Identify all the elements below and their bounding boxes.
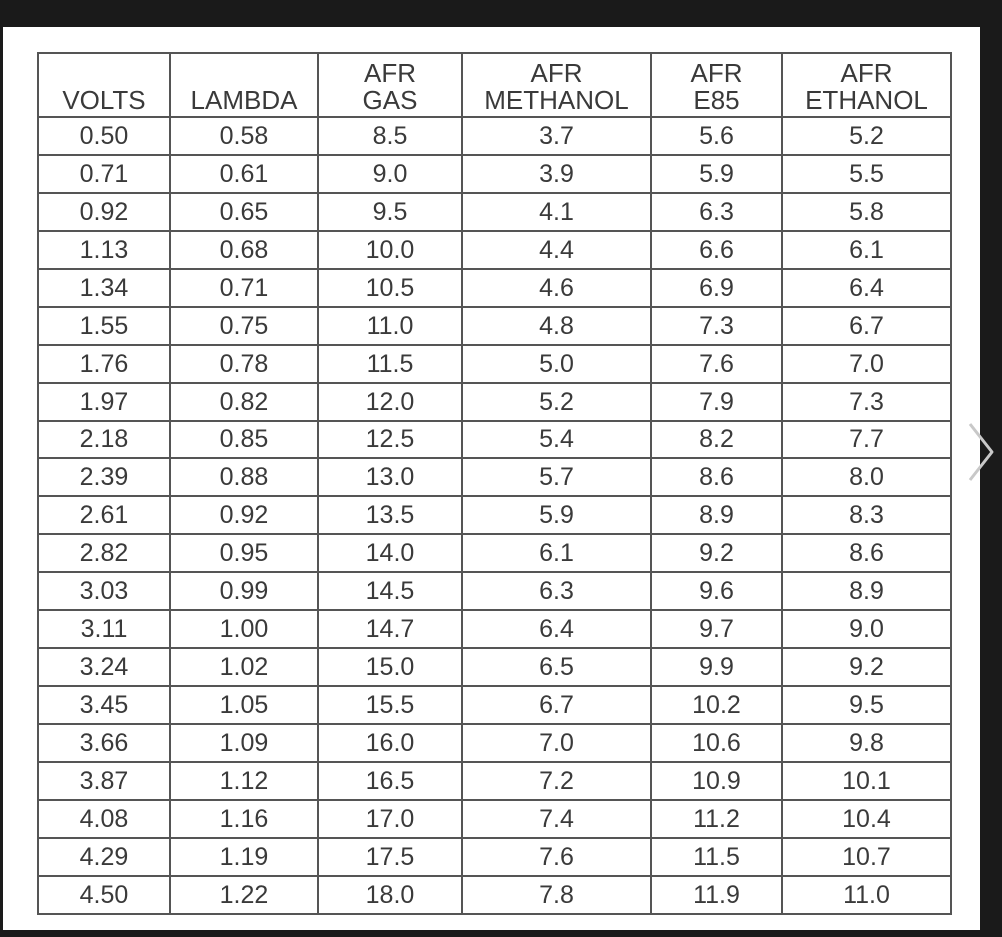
table-cell: 6.3 [651,193,782,231]
afr-table [37,52,952,915]
table-cell: 6.7 [782,307,951,345]
table-cell: 1.13 [38,231,170,269]
table-cell: 7.9 [651,383,782,421]
column-header [170,53,318,117]
table-row [38,534,951,572]
column-header-line: AFR [690,58,743,88]
table-cell: 0.92 [38,193,170,231]
table-cell: 10.0 [318,231,462,269]
table-row [38,800,951,838]
table-cell: 0.71 [170,269,318,307]
column-header [318,53,462,117]
table-cell: 4.4 [462,231,651,269]
table-cell: 6.3 [462,572,651,610]
table-cell: 10.6 [651,724,782,762]
table-cell: 5.0 [462,345,651,383]
table-header [38,53,951,117]
column-header-line: LAMBDA [190,85,298,115]
table-cell: 6.9 [651,269,782,307]
table-row [38,269,951,307]
table-cell: 0.78 [170,345,318,383]
table-cell: 10.9 [651,762,782,800]
table-cell: 0.71 [38,155,170,193]
table-cell: 7.6 [651,345,782,383]
table-row [38,421,951,459]
column-header-line: AFR [364,58,416,88]
table-cell: 9.0 [318,155,462,193]
table-cell: 9.9 [651,648,782,686]
table-cell: 10.4 [782,800,951,838]
table-cell: 1.00 [170,610,318,648]
table-cell: 14.7 [318,610,462,648]
column-header [651,53,782,117]
column-header [462,53,651,117]
table-cell: 8.5 [318,117,462,155]
chevron-right-icon [966,420,996,484]
table-cell: 1.16 [170,800,318,838]
table-cell: 3.24 [38,648,170,686]
table-cell: 10.7 [782,838,951,876]
table-cell: 1.55 [38,307,170,345]
table-cell: 5.7 [462,458,651,496]
column-header-line: AFR [530,58,583,88]
table-cell: 5.4 [462,421,651,459]
table-cell: 7.8 [462,876,651,914]
table-cell: 11.0 [318,307,462,345]
column-header-line: GAS [362,85,418,115]
table-cell: 1.09 [170,724,318,762]
table-cell: 17.0 [318,800,462,838]
table-cell: 8.0 [782,458,951,496]
image-panel [3,27,980,930]
table-cell: 7.2 [462,762,651,800]
table-cell: 9.7 [651,610,782,648]
table-cell: 13.5 [318,496,462,534]
table-cell: 5.2 [462,383,651,421]
table-row [38,572,951,610]
table-cell: 0.82 [170,383,318,421]
table-cell: 6.6 [651,231,782,269]
column-header-line: E85 [693,85,740,115]
table-cell: 3.03 [38,572,170,610]
table-row [38,610,951,648]
table-row [38,307,951,345]
table-cell: 1.34 [38,269,170,307]
table-cell: 3.87 [38,762,170,800]
column-header-line: VOLTS [62,85,146,115]
table-cell: 8.9 [651,496,782,534]
table-cell: 5.8 [782,193,951,231]
table-cell: 0.65 [170,193,318,231]
table-cell: 17.5 [318,838,462,876]
table-cell: 2.61 [38,496,170,534]
table-cell: 14.0 [318,534,462,572]
table-cell: 1.76 [38,345,170,383]
table-row [38,458,951,496]
table-cell: 12.0 [318,383,462,421]
table-cell: 4.8 [462,307,651,345]
table-cell: 18.0 [318,876,462,914]
table-cell: 9.8 [782,724,951,762]
table-cell: 11.0 [782,876,951,914]
table-cell: 8.9 [782,572,951,610]
table-cell: 8.3 [782,496,951,534]
table-cell: 8.6 [651,458,782,496]
table-cell: 4.1 [462,193,651,231]
table-cell: 9.2 [782,648,951,686]
table-cell: 1.97 [38,383,170,421]
table-cell: 16.0 [318,724,462,762]
table-cell: 0.99 [170,572,318,610]
next-image-button[interactable] [966,420,996,484]
table-cell: 3.45 [38,686,170,724]
table-cell: 1.19 [170,838,318,876]
table-cell: 9.6 [651,572,782,610]
table-cell: 12.5 [318,421,462,459]
table-row [38,117,951,155]
table-cell: 8.6 [782,534,951,572]
table-cell: 11.9 [651,876,782,914]
table-cell: 1.12 [170,762,318,800]
table-cell: 11.5 [318,345,462,383]
table-row [38,686,951,724]
header-row [38,53,951,117]
column-header [38,53,170,117]
table-row [38,762,951,800]
table-cell: 5.9 [651,155,782,193]
table-cell: 9.5 [782,686,951,724]
table-row [38,231,951,269]
column-header [782,53,951,117]
table-cell: 6.4 [462,610,651,648]
table-row [38,155,951,193]
table-cell: 4.08 [38,800,170,838]
table-cell: 6.1 [782,231,951,269]
table-cell: 4.6 [462,269,651,307]
table-row [38,838,951,876]
table-cell: 0.95 [170,534,318,572]
table-cell: 2.82 [38,534,170,572]
table-cell: 0.61 [170,155,318,193]
table-cell: 15.5 [318,686,462,724]
table-cell: 5.9 [462,496,651,534]
table-cell: 10.1 [782,762,951,800]
table-cell: 1.05 [170,686,318,724]
table-cell: 7.3 [782,383,951,421]
table-cell: 2.39 [38,458,170,496]
table-cell: 4.29 [38,838,170,876]
table-cell: 3.9 [462,155,651,193]
table-cell: 0.68 [170,231,318,269]
table-row [38,496,951,534]
table-cell: 5.5 [782,155,951,193]
table-cell: 1.02 [170,648,318,686]
table-body [38,117,951,914]
table-row [38,648,951,686]
table-row [38,193,951,231]
table-cell: 3.11 [38,610,170,648]
table-cell: 0.50 [38,117,170,155]
table-cell: 0.92 [170,496,318,534]
table-cell: 7.6 [462,838,651,876]
table-cell: 5.6 [651,117,782,155]
table-cell: 13.0 [318,458,462,496]
table-cell: 1.22 [170,876,318,914]
table-cell: 2.18 [38,421,170,459]
table-cell: 16.5 [318,762,462,800]
table-cell: 5.2 [782,117,951,155]
table-cell: 6.1 [462,534,651,572]
column-header-line: ETHANOL [805,85,928,115]
table-cell: 0.75 [170,307,318,345]
table-cell: 3.7 [462,117,651,155]
column-header-line: AFR [840,58,893,88]
table-cell: 4.50 [38,876,170,914]
table-cell: 6.4 [782,269,951,307]
table-cell: 7.7 [782,421,951,459]
table-cell: 7.0 [782,345,951,383]
table-cell: 7.4 [462,800,651,838]
table-cell: 9.5 [318,193,462,231]
table-cell: 7.0 [462,724,651,762]
table-cell: 11.2 [651,800,782,838]
table-cell: 3.66 [38,724,170,762]
table-cell: 0.58 [170,117,318,155]
table-row [38,345,951,383]
column-header-line: METHANOL [484,85,629,115]
table-cell: 0.88 [170,458,318,496]
table-cell: 8.2 [651,421,782,459]
table-cell: 10.5 [318,269,462,307]
table-cell: 6.7 [462,686,651,724]
table-cell: 11.5 [651,838,782,876]
table-cell: 7.3 [651,307,782,345]
table-row [38,383,951,421]
table-cell: 6.5 [462,648,651,686]
table-row [38,724,951,762]
table-cell: 15.0 [318,648,462,686]
table-cell: 10.2 [651,686,782,724]
table-cell: 9.2 [651,534,782,572]
table-cell: 14.5 [318,572,462,610]
table-row [38,876,951,914]
table-cell: 0.85 [170,421,318,459]
table-cell: 9.0 [782,610,951,648]
